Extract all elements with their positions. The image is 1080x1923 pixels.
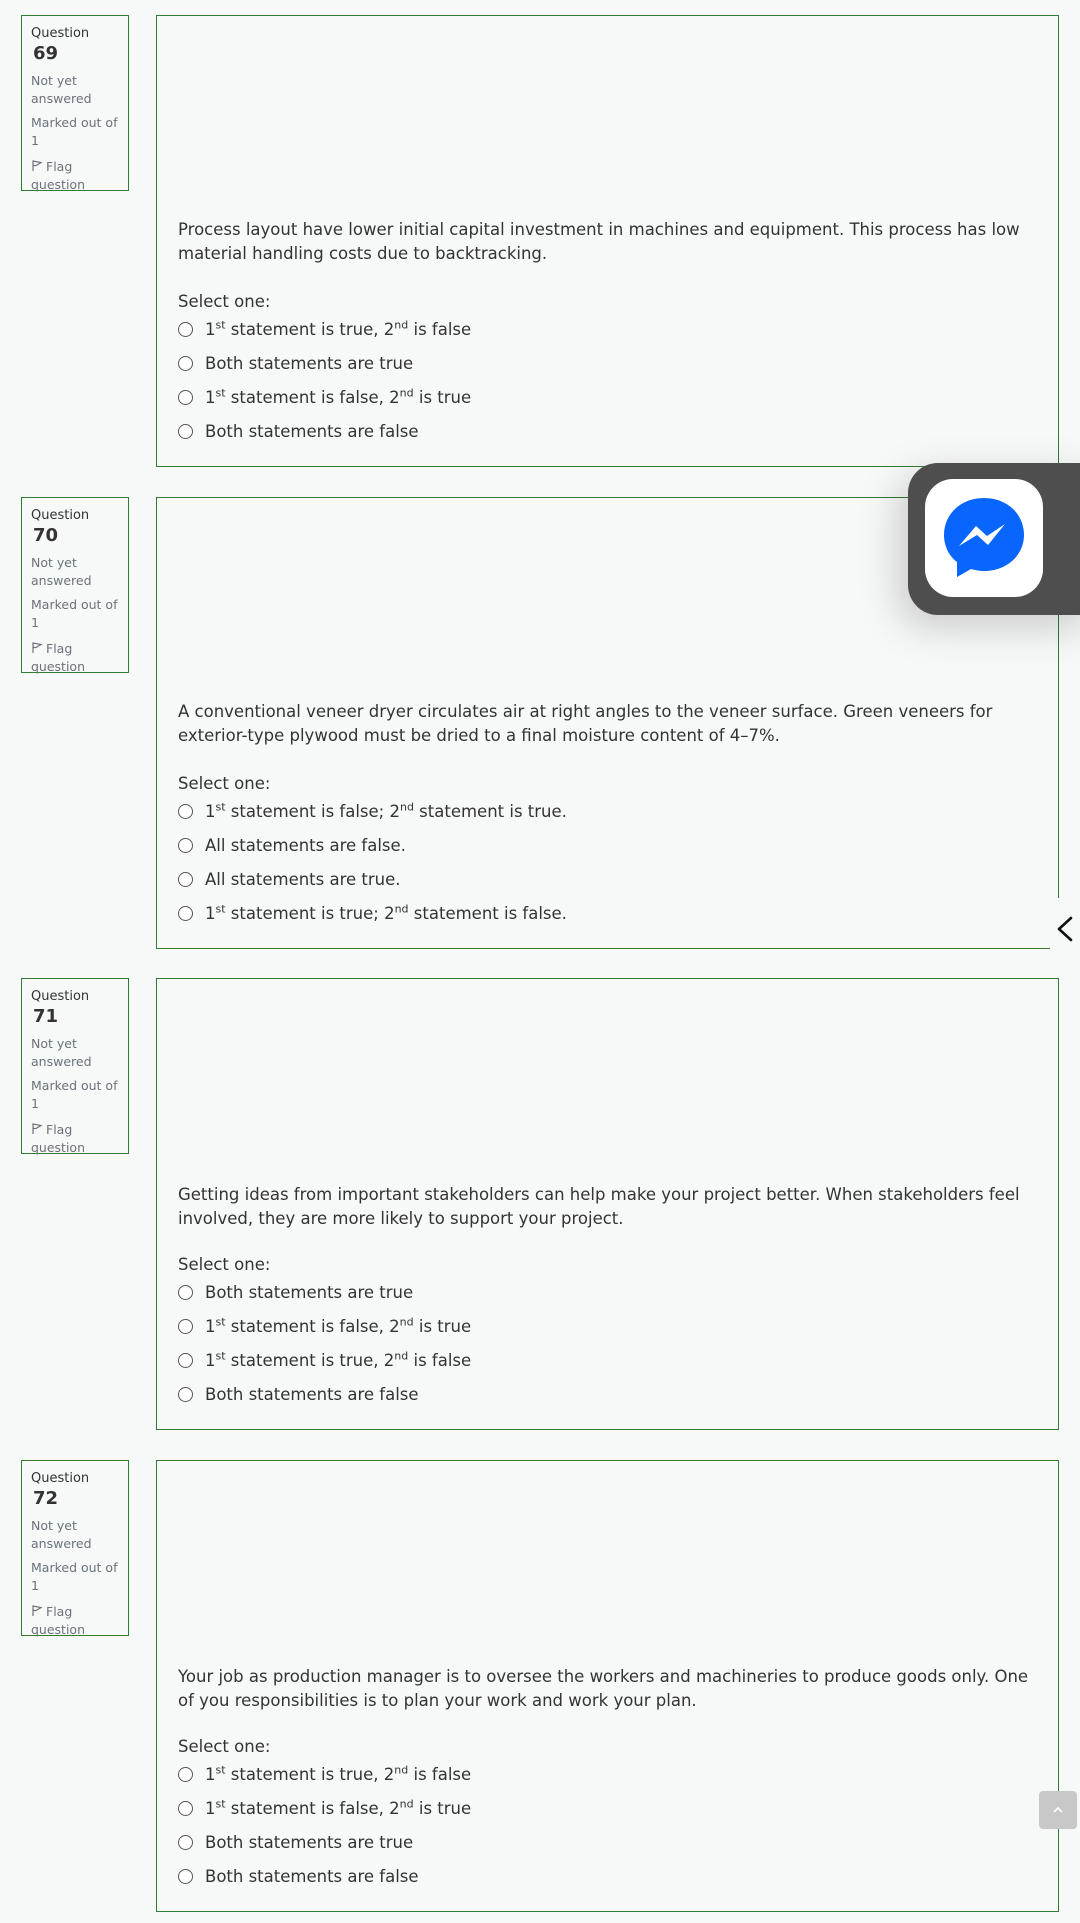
option-label: Both statements are false xyxy=(205,1866,419,1886)
radio-button[interactable] xyxy=(178,1285,193,1300)
flag-icon xyxy=(31,642,43,654)
option-label: Both statements are false xyxy=(205,421,419,441)
radio-button[interactable] xyxy=(178,1353,193,1368)
answer-option-a[interactable] xyxy=(178,1279,413,1305)
flag-question-label: Flag question xyxy=(31,1122,86,1155)
question-info-71 xyxy=(21,978,129,1154)
question-label: Question xyxy=(31,26,90,41)
question-marks: Marked out of 1 xyxy=(31,1078,118,1111)
question-status: Not yet answered xyxy=(31,1036,92,1069)
option-label: 1st statement is false, 2nd is true xyxy=(205,386,472,407)
answer-option-d[interactable] xyxy=(178,1863,419,1889)
question-marks: Marked out of 1 xyxy=(31,115,118,148)
messenger-icon xyxy=(941,495,1027,581)
radio-button[interactable] xyxy=(178,322,193,337)
question-text: A conventional veneer dryer circulates air at right angles to the veneer surface. Green veneers for exterior-type plywood must be dried to a final moisture content of 4–7%. xyxy=(178,702,993,745)
option-label: 1st statement is false, 2nd is true xyxy=(205,1797,472,1818)
question-content-71 xyxy=(156,978,1059,1430)
answer-option-d[interactable] xyxy=(178,900,567,926)
select-one-prompt: Select one: xyxy=(178,1737,271,1756)
radio-button[interactable] xyxy=(178,1319,193,1334)
flag-icon xyxy=(31,1123,43,1135)
radio-button[interactable] xyxy=(178,872,193,887)
question-number: 71 xyxy=(33,1006,59,1027)
option-label: All statements are true. xyxy=(205,869,401,889)
answer-option-d[interactable] xyxy=(178,418,419,444)
flag-icon xyxy=(31,1605,43,1617)
radio-button[interactable] xyxy=(178,1835,193,1850)
question-text: Getting ideas from important stakeholders can help make your project better. When stakeholders feel involved, they are more likely to support your project. xyxy=(178,1185,1020,1228)
chevron-up-icon xyxy=(1051,1803,1065,1817)
flag-question-label: Flag question xyxy=(31,1604,86,1637)
flag-question-label: Flag question xyxy=(31,159,86,192)
question-label: Question xyxy=(31,508,90,523)
question-status: Not yet answered xyxy=(31,1518,92,1551)
answer-option-c[interactable] xyxy=(178,866,401,892)
select-one-prompt: Select one: xyxy=(178,774,271,793)
question-label: Question xyxy=(31,1471,90,1486)
question-number: 70 xyxy=(33,525,59,546)
radio-button[interactable] xyxy=(178,1801,193,1816)
option-label: 1st statement is true; 2nd statement is false. xyxy=(205,902,567,923)
answer-option-d[interactable] xyxy=(178,1381,419,1407)
question-heading xyxy=(31,987,120,1029)
question-info-69 xyxy=(21,15,129,191)
messenger-chat-widget[interactable] xyxy=(908,463,1080,615)
answer-option-a[interactable] xyxy=(178,798,567,824)
question-marks: Marked out of 1 xyxy=(31,1560,118,1593)
question-status: Not yet answered xyxy=(31,555,92,588)
answer-option-c[interactable] xyxy=(178,1347,471,1373)
radio-button[interactable] xyxy=(178,906,193,921)
answer-option-c[interactable] xyxy=(178,384,471,410)
flag-icon xyxy=(31,160,43,172)
option-label: 1st statement is true, 2nd is false xyxy=(205,1349,472,1370)
answer-option-b[interactable] xyxy=(178,1795,471,1821)
option-label: Both statements are true xyxy=(205,1832,414,1852)
radio-button[interactable] xyxy=(178,356,193,371)
chevron-left-icon xyxy=(1050,898,1080,958)
question-heading xyxy=(31,1469,120,1511)
radio-button[interactable] xyxy=(178,424,193,439)
question-heading xyxy=(31,506,120,548)
option-label: 1st statement is false, 2nd is true xyxy=(205,1315,472,1336)
question-number: 69 xyxy=(33,43,59,64)
select-one-prompt: Select one: xyxy=(178,1255,271,1274)
flag-question-link[interactable] xyxy=(31,1121,120,1157)
radio-button[interactable] xyxy=(178,390,193,405)
question-marks: Marked out of 1 xyxy=(31,597,118,630)
option-label: 1st statement is false; 2nd statement is true. xyxy=(205,800,567,821)
radio-button[interactable] xyxy=(178,804,193,819)
question-heading xyxy=(31,24,120,66)
radio-button[interactable] xyxy=(178,1387,193,1402)
option-label: Both statements are true xyxy=(205,1282,414,1302)
radio-button[interactable] xyxy=(178,838,193,853)
back-to-top-button[interactable] xyxy=(1039,1791,1077,1829)
flag-question-label: Flag question xyxy=(31,641,86,674)
question-label: Question xyxy=(31,989,90,1004)
answer-option-b[interactable] xyxy=(178,1313,471,1339)
option-label: 1st statement is true, 2nd is false xyxy=(205,1763,472,1784)
answer-option-b[interactable] xyxy=(178,350,413,376)
option-label: All statements are false. xyxy=(205,835,406,855)
radio-button[interactable] xyxy=(178,1767,193,1782)
select-one-prompt: Select one: xyxy=(178,292,271,311)
question-info-70 xyxy=(21,497,129,673)
question-text: Your job as production manager is to oversee the workers and machineries to produce goods only. One of you responsibilities is to plan your work and work your plan. xyxy=(178,1667,1029,1710)
question-content-69 xyxy=(156,15,1059,467)
question-text: Process layout have lower initial capital investment in machines and equipment. This process has low material handling costs due to backtracking. xyxy=(178,220,1020,263)
answer-option-b[interactable] xyxy=(178,832,406,858)
option-label: 1st statement is true, 2nd is false xyxy=(205,318,472,339)
flag-question-link[interactable] xyxy=(31,640,120,676)
drawer-toggle-button[interactable] xyxy=(1050,898,1080,958)
flag-question-link[interactable] xyxy=(31,158,120,194)
flag-question-link[interactable] xyxy=(31,1603,120,1639)
answer-option-c[interactable] xyxy=(178,1829,413,1855)
question-status: Not yet answered xyxy=(31,73,92,106)
option-label: Both statements are true xyxy=(205,353,414,373)
answer-option-a[interactable] xyxy=(178,1761,471,1787)
question-number: 72 xyxy=(33,1488,59,1509)
radio-button[interactable] xyxy=(178,1869,193,1884)
answer-option-a[interactable] xyxy=(178,316,471,342)
question-info-72 xyxy=(21,1460,129,1636)
question-content-72 xyxy=(156,1460,1059,1912)
option-label: Both statements are false xyxy=(205,1384,419,1404)
messenger-button[interactable] xyxy=(925,479,1043,597)
